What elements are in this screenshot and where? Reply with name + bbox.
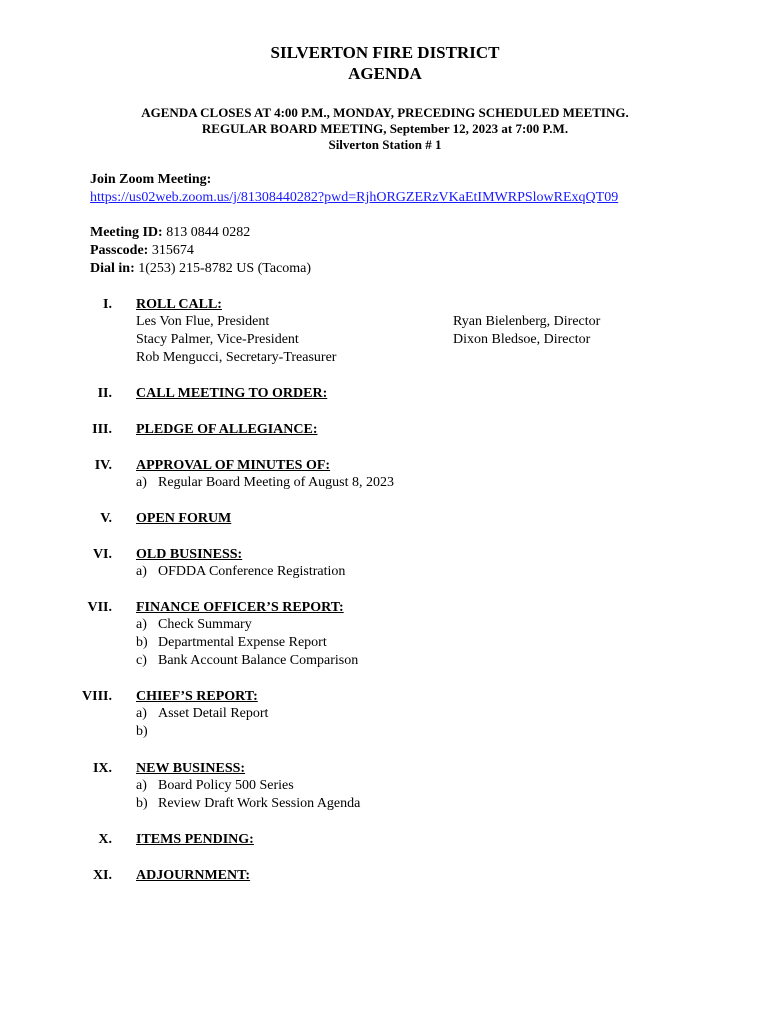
sub-item: [136, 795, 360, 813]
dial-in-label: Dial in:: [90, 261, 135, 276]
meeting-location: Silverton Station # 1: [328, 137, 442, 152]
sub-item-text: Review Draft Work Session Agenda: [158, 796, 361, 811]
sub-item: [136, 474, 394, 492]
sub-item: [136, 634, 327, 652]
item-numeral: X.: [98, 832, 112, 847]
passcode-line: [90, 242, 194, 260]
zoom-join-label: Join Zoom Meeting:: [90, 172, 212, 187]
item-heading: CHIEF’S REPORT:: [136, 689, 258, 704]
sub-item-text: Regular Board Meeting of August 8, 2023: [158, 475, 395, 490]
dial-in-value: 1(253) 215-8782 US (Tacoma): [134, 261, 312, 276]
sub-item-text: Asset Detail Report: [158, 706, 269, 721]
item-numeral: VI.: [92, 547, 112, 562]
item-numeral: XI.: [92, 868, 112, 883]
sub-item-label: a): [136, 778, 147, 793]
passcode-label: Passcode:: [90, 243, 149, 258]
sub-item-label: a): [136, 706, 147, 721]
item-numeral: II.: [97, 386, 112, 401]
item-heading: PLEDGE OF ALLEGIANCE:: [136, 422, 318, 437]
item-numeral: I.: [103, 297, 112, 312]
sub-item-label: a): [136, 617, 147, 632]
roll-call-member: Ryan Bielenberg, Director: [453, 314, 601, 329]
sub-item-text: Check Summary: [158, 617, 252, 632]
document-title: AGENDA: [348, 64, 422, 83]
item-numeral: III.: [92, 422, 112, 437]
sub-item-text: Bank Account Balance Comparison: [158, 653, 359, 668]
sub-item: [136, 723, 158, 741]
item-heading: APPROVAL OF MINUTES OF:: [136, 458, 331, 473]
sub-item: [136, 652, 358, 670]
item-heading: ITEMS PENDING:: [136, 832, 254, 847]
roll-call-heading: ROLL CALL:: [136, 297, 222, 312]
item-heading: ADJOURNMENT:: [136, 868, 251, 883]
item-heading: FINANCE OFFICER’S REPORT:: [136, 600, 344, 615]
sub-item-label: a): [136, 475, 147, 490]
closing-notice: AGENDA CLOSES AT 4:00 P.M., MONDAY, PRECEDING SCHEDULED MEETING.: [141, 105, 629, 120]
meeting-info: REGULAR BOARD MEETING, September 12, 2023 at 7:00 P.M.: [201, 121, 569, 136]
sub-item: [136, 616, 252, 634]
item-numeral: VII.: [87, 600, 112, 615]
sub-item-label: c): [136, 653, 147, 668]
item-numeral: VIII.: [82, 689, 112, 704]
meeting-id-value: 813 0844 0282: [162, 225, 251, 240]
roll-call-member: Stacy Palmer, Vice-President: [136, 332, 299, 347]
item-numeral: V.: [100, 511, 112, 526]
sub-item-text: Departmental Expense Report: [158, 635, 327, 650]
sub-item-text: Board Policy 500 Series: [158, 778, 294, 793]
item-heading: OLD BUSINESS:: [136, 547, 243, 562]
dial-in-line: [90, 260, 311, 278]
meeting-id-label: Meeting ID:: [90, 225, 163, 240]
zoom-link[interactable]: https://us02web.zoom.us/j/81308440282?pwd=RjhORGZERzVKaEtIMWRPSlowRExqQT09: [90, 190, 619, 205]
sub-item-label: b): [136, 724, 148, 739]
sub-item-label: b): [136, 635, 148, 650]
item-numeral: IV.: [94, 458, 112, 473]
item-heading: OPEN FORUM: [136, 511, 232, 526]
item-heading: CALL MEETING TO ORDER:: [136, 386, 328, 401]
passcode-value: 315674: [148, 243, 194, 258]
sub-item-label: a): [136, 564, 147, 579]
sub-item: [136, 705, 268, 723]
sub-item-text: OFDDA Conference Registration: [158, 564, 346, 579]
sub-item: [136, 563, 345, 581]
item-heading: NEW BUSINESS:: [136, 761, 246, 776]
sub-item-label: b): [136, 796, 148, 811]
item-numeral: IX.: [92, 761, 112, 776]
meeting-id-line: [90, 224, 250, 242]
district-title: SILVERTON FIRE DISTRICT: [270, 43, 500, 62]
roll-call-member: Rob Mengucci, Secretary-Treasurer: [136, 350, 337, 365]
roll-call-member: Dixon Bledsoe, Director: [453, 332, 591, 347]
roll-call-member: Les Von Flue, President: [136, 314, 270, 329]
sub-item: [136, 777, 294, 795]
